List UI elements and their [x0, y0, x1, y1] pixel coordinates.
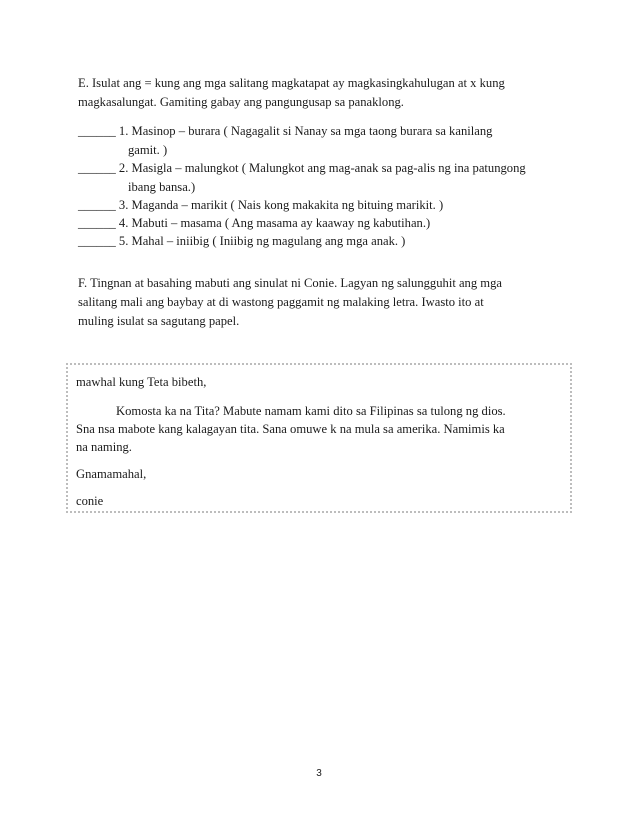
- section-e-item-2-continuation: ibang bansa.): [128, 180, 196, 194]
- section-e-item-2: ______ 2. Masigla – malungkot ( Malungkot ang mag-anak sa pag-alis ng ina patungong: [78, 161, 526, 175]
- letter-greeting: mawhal kung Teta bibeth,: [76, 375, 207, 389]
- letter-body-line-3: na naming.: [76, 440, 132, 454]
- section-e-item-4: ______ 4. Mabuti – masama ( Ang masama ay kaaway ng kabutihan.): [78, 216, 431, 230]
- section-f-instruction-line-1: F. Tingnan at basahing mabuti ang sinulat ni Conie. Lagyan ng salungguhit ang mga: [78, 276, 502, 290]
- section-e-item-3: ______ 3. Maganda – marikit ( Nais kong makakita ng bituing marikit. ): [78, 198, 444, 212]
- letter-signature: conie: [76, 494, 104, 508]
- section-f-instruction-line-2: salitang mali ang baybay at di wastong paggamit ng malaking letra. Iwasto ito at: [78, 295, 484, 309]
- section-e-item-1-continuation: gamit. ): [128, 143, 168, 157]
- letter-body-line-2: Sna nsa mabote kang kalagayan tita. Sana omuwe k na mula sa amerika. Namimis ka: [76, 422, 505, 436]
- section-e-instruction-line-1: E. Isulat ang = kung ang mga salitang magkatapat ay magkasingkahulugan at x kung: [78, 76, 505, 90]
- page-number: 3: [316, 768, 322, 779]
- letter-closing: Gnamamahal,: [76, 467, 147, 481]
- section-e-item-5: ______ 5. Mahal – iniibig ( Iniibig ng magulang ang mga anak. ): [78, 234, 406, 248]
- section-e-instruction-line-2: magkasalungat. Gamiting gabay ang pangungusap sa panaklong.: [78, 95, 404, 109]
- section-f-instruction-line-3: muling isulat sa sagutang papel.: [78, 314, 240, 328]
- section-e-item-1: ______ 1. Masinop – burara ( Nagagalit si Nanay sa mga taong burara sa kanilang: [78, 124, 493, 138]
- letter-body-line-1: Komosta ka na Tita? Mabute namam kami dito sa Filipinas sa tulong ng dios.: [116, 404, 506, 418]
